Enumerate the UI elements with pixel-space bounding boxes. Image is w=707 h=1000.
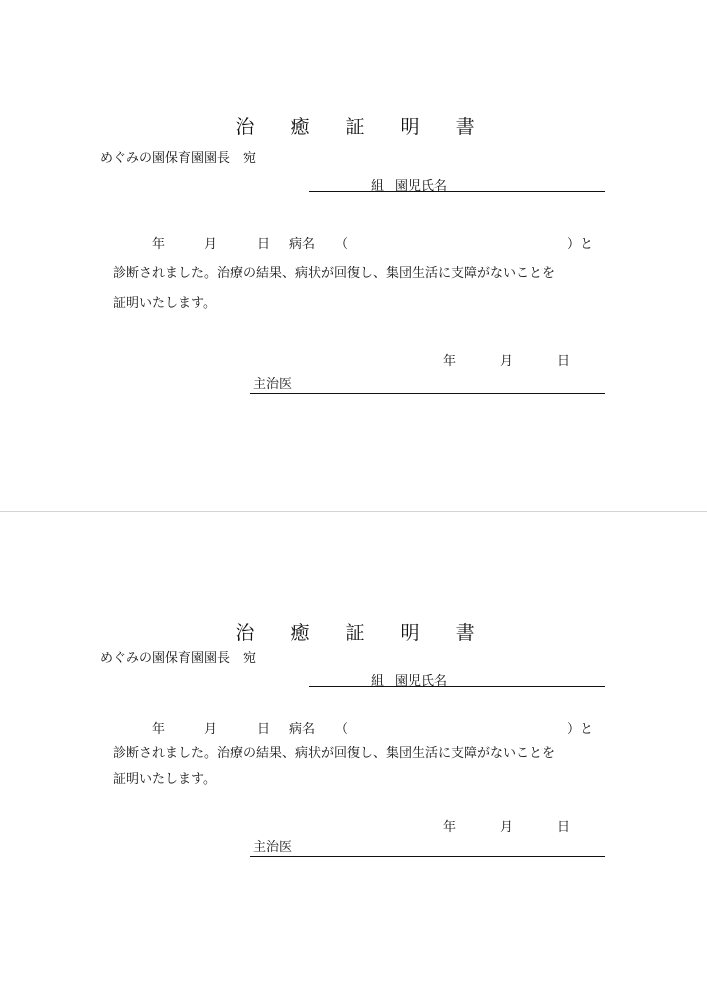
date-day-label: 日: [257, 237, 271, 252]
page-divider: [0, 511, 707, 512]
sign-day-label: 日: [557, 820, 571, 835]
child-name-row: [309, 670, 605, 687]
child-name-row: [309, 175, 605, 192]
disease-label: 病名: [289, 237, 316, 252]
child-name-label: 園児氏名: [395, 674, 448, 689]
date-year-label: 年: [152, 722, 166, 737]
paren-close: ）と: [567, 722, 594, 737]
class-label: 組: [371, 674, 385, 689]
date-month-label: 月: [204, 237, 218, 252]
sign-day-label: 日: [557, 354, 571, 369]
body-line-1: 診断されました。治療の結果、病状が回復し、集団生活に支障がないことを: [113, 266, 556, 281]
addressee: めぐみの園保育園園長 宛: [100, 151, 257, 166]
form-title: 治 癒 証 明 書: [235, 116, 490, 138]
child-name-label: 園児氏名: [395, 179, 448, 194]
sign-month-label: 月: [500, 354, 514, 369]
sign-year-label: 年: [443, 354, 457, 369]
doctor-label: 主治医: [253, 840, 293, 855]
date-month-label: 月: [204, 722, 218, 737]
sign-year-label: 年: [443, 820, 457, 835]
disease-label: 病名: [289, 722, 316, 737]
doctor-label: 主治医: [253, 377, 293, 392]
paren-open: （: [335, 722, 349, 737]
paren-close: ）と: [567, 237, 594, 252]
doctor-signature-row: [250, 373, 605, 394]
body-line-1: 診断されました。治療の結果、病状が回復し、集団生活に支障がないことを: [113, 746, 556, 761]
disease-name-field[interactable]: [345, 718, 563, 736]
doctor-signature-row: [250, 836, 605, 857]
class-label: 組: [371, 179, 385, 194]
body-line-2: 証明いたします。: [113, 296, 216, 311]
sign-month-label: 月: [500, 820, 514, 835]
form-title: 治 癒 証 明 書: [235, 622, 490, 644]
paren-open: （: [335, 237, 349, 252]
disease-name-field[interactable]: [345, 233, 563, 251]
date-year-label: 年: [152, 237, 166, 252]
date-day-label: 日: [257, 722, 271, 737]
addressee: めぐみの園保育園園長 宛: [100, 651, 257, 666]
body-line-2: 証明いたします。: [113, 772, 216, 787]
